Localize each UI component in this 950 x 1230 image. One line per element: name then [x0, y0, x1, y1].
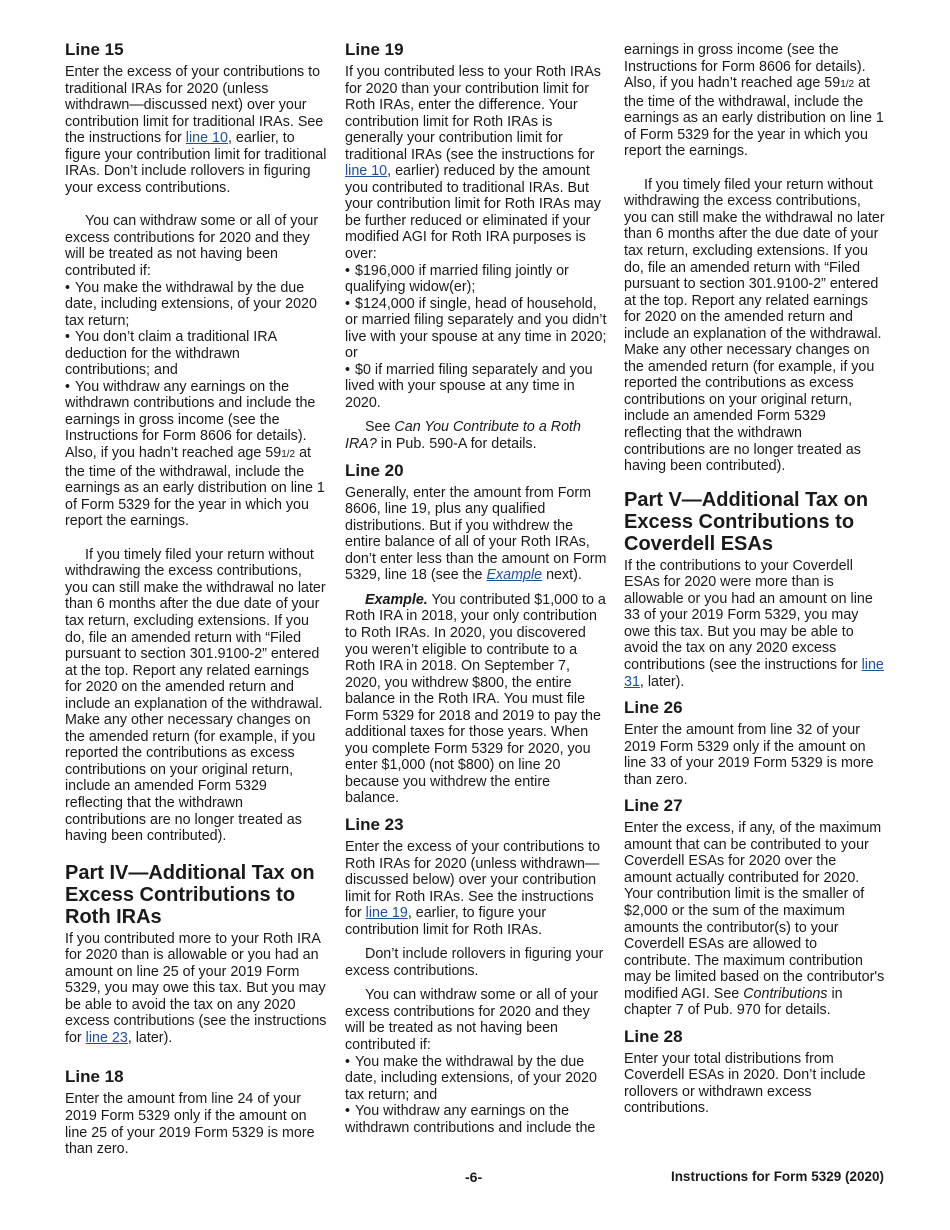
line-27-heading: Line 27 [624, 796, 683, 816]
withdraw-intro: You can withdraw some or all of your excess contributions for 2020 and they will be treated as not having been contributed if: [345, 987, 599, 1053]
part-v-text: If the contributions to your Coverdell ESAs for 2020 were more than is allowable or you had an amount on line 33 of your 2019 Form 5329, you may owe this tax. But you may be able to avoid the tax on any 2020 excess contributions (see the instructions for line 31, later). [624, 557, 884, 690]
part-iv-text: If you contributed more to your Roth IRA for 2020 than is allowable or you had an amount on line 25 of your 2019 Form 5329, you may owe this tax. But you may be able to avoid the tax on any 2020 excess contributions (see the instructions for line 23, later). [65, 930, 327, 1046]
bullet-item: • $196,000 if married filing jointly or qualifying widow(er); [345, 263, 607, 296]
example-link[interactable]: Example [486, 567, 543, 584]
line-28-text: Enter your total distributions from Coverdell ESAs in 2020. Don’t include rollovers or withdrawn excess contributions. [624, 1050, 866, 1117]
bullet-item: • You don’t claim a traditional IRA deduction for the withdrawn contributions; and [65, 329, 327, 379]
line-20-heading: Line 20 [345, 460, 404, 480]
column-right [624, 42, 886, 1117]
line-23-text: Enter the excess of your contributions to Roth IRAs for 2020 (unless withdrawn—discussed below) over your contribution limit for Roth IRAs. See the instructions for line 19, earlier, to figure your contribution limit for Roth IRAs. [345, 838, 601, 938]
bullet-item: • You withdraw any earnings on the withdrawn contributions and include the earnings in gross income (see the Instructions for Form 8606 for details). Also, if you hadn’t reached age 591/2 at the time of the withdrawal, include the earnings as an early distribution on line 1 of Form 5329 for the year in which you report the earnings. [65, 379, 327, 530]
line-18-text: Enter the amount from line 24 of your 2019 Form 5329 only if the amount on line 25 of your 2019 Form 5329 is more than zero. [65, 1091, 315, 1158]
rollovers-note: Don’t include rollovers in figuring your excess contributions. [345, 946, 604, 979]
line-10-link[interactable]: line 10 [185, 130, 228, 147]
line-26-heading: Line 26 [624, 698, 683, 718]
withdraw-intro: You can withdraw some or all of your excess contributions for 2020 and they will be treated as not having been contributed if: [65, 213, 319, 280]
line-19-text: If you contributed less to your Roth IRAs for 2020 than your contribution limit for Roth IRAs, enter the difference. Your contribution limit for Roth IRAs is generally your contribution limit for traditional IRAs (see the instructions for line 10, earlier) reduced by the amount you contributed to traditional IRAs. But your contribution limit for Roth IRAs may be further reduced or eliminated if your modified AGI for Roth IRA purposes is over: [345, 64, 601, 263]
part-iv-heading: Part IV—Additional Tax on Excess Contributions to Roth IRAs [65, 861, 315, 928]
bullet-item: • $0 if married filing separately and you lived with your spouse at any time in 2020. [345, 362, 607, 412]
footer-title: Instructions for Form 5329 (2020) [670, 1169, 884, 1184]
column-middle [345, 40, 607, 1136]
bullet-item: • $124,000 if single, head of household, or married filing separately and you didn’t live with your spouse at any time in 2020; or [345, 296, 607, 362]
line-28-heading: Line 28 [624, 1026, 683, 1046]
timely-filed-paragraph: If you timely filed your return without withdrawing the excess contributions, you can still make the withdrawal no later than 6 months after the due date of your tax return, excluding extensions. If you do, file an amended return with “Filed pursuant to section 301.9100-2” entered at the top. Report any related earnings for 2020 on the amended return and include an explanation of the withdrawal. Make any other necessary changes on the amended return (for example, if you reported the contributions as excess contributions on your original return, include an amended Form 5329 reflecting that the withdrawn contributions are no longer treated as having been contributed). [65, 546, 326, 845]
line-19-heading: Line 19 [345, 40, 404, 59]
line-15-text: Enter the excess of your contributions to traditional IRAs for 2020 (unless withdrawn—discussed next) over your contribution limit for traditional IRAs. See the instructions for line 10, earlier, to figure your contribution limit for traditional IRAs. Don’t include rollovers in figuring your excess contributions. [65, 64, 327, 196]
line-23-heading: Line 23 [345, 814, 404, 834]
fraction: 1/2 [840, 79, 855, 91]
example-label: Example. [365, 591, 428, 608]
line-15-heading: Line 15 [65, 40, 124, 59]
see-reference: See Can You Contribute to a Roth IRA? in Pub. 590-A for details. [345, 419, 581, 453]
page-number: -6- [465, 1169, 483, 1185]
column-left [65, 40, 327, 1158]
example-paragraph: Example. You contributed $1,000 to a Roth IRA in 2018, your only contribution to Roth IRAs. In 2020, you discovered you weren’t eligible to contribute to a Roth IRA in 2018. On September 7, 2020, you withdrew $800, the entire balance in the Roth IRA. You must file Form 5329 for 2018 and 2019 to pay the additional taxes for those years. When you complete Form 5329 for 2020, you enter $1,000 (not $800) on line 20 because you withdrew the entire balance. [345, 591, 606, 807]
timely-filed-paragraph: If you timely filed your return without withdrawing the excess contributions, you can still make the withdrawal no later than 6 months after the due date of your tax return, excluding extensions. If you do, file an amended return with “Filed pursuant to section 301.9100-2” entered at the top. Report any related earnings for 2020 on the amended return and include an explanation of the withdrawal. Make any other necessary changes on the amended return (for example, if you reported the contributions as excess contributions on your original return, include an amended Form 5329 reflecting that the withdrawn contributions are no longer treated as having been contributed). [624, 176, 885, 475]
line-26-text: Enter the amount from line 32 of your 2019 Form 5329 only if the amount on line 33 of your 2019 Form 5329 is more than zero. [624, 722, 874, 788]
line-27-text: Enter the excess, if any, of the maximum amount that can be contributed to your Coverdell ESAs for 2020 over the amount actually contributed for 2020. Your contribution limit is the smaller of $2,000 or the sum of the maximum amounts the contributor(s) to your Coverdell ESAs are allowed to contribute. The maximum contribution may be limited based on the contributor's modified AGI. See Contributions in chapter 7 of Pub. 970 for details. [624, 820, 885, 1019]
fraction: 1/2 [281, 449, 296, 461]
line-31-link[interactable]: line 31 [624, 656, 884, 690]
bullet-item: • You withdraw any earnings on the withdrawn contributions and include the [345, 1103, 607, 1136]
line-23-link[interactable]: line 23 [85, 1029, 128, 1046]
line-20-text: Generally, enter the amount from Form 8606, line 19, plus any qualified distributions. But if you withdrew the entire balance of all of your Roth IRAs, don’t enter less than the amount on Form 5329, line 18 (see the Example next). [345, 484, 607, 584]
bullet-item: • You make the withdrawal by the due date, including extensions, of your 2020 tax return; [65, 280, 327, 330]
line-18-heading: Line 18 [65, 1067, 124, 1087]
continued-text: earnings in gross income (see the Instructions for Form 8606 for details). Also, if you hadn’t reached age 591/2 at the time of the withdrawal, include the earnings as an early distribution on line 1 of Form 5329 for the year in which you report the earnings. [624, 42, 884, 160]
line-10-link[interactable]: line 10 [345, 163, 388, 180]
bullet-item: • You make the withdrawal by the due date, including extensions, of your 2020 tax return; and [345, 1054, 607, 1104]
line-19-link[interactable]: line 19 [365, 905, 408, 922]
part-v-heading: Part V—Additional Tax on Excess Contributions to Coverdell ESAs [624, 488, 869, 555]
